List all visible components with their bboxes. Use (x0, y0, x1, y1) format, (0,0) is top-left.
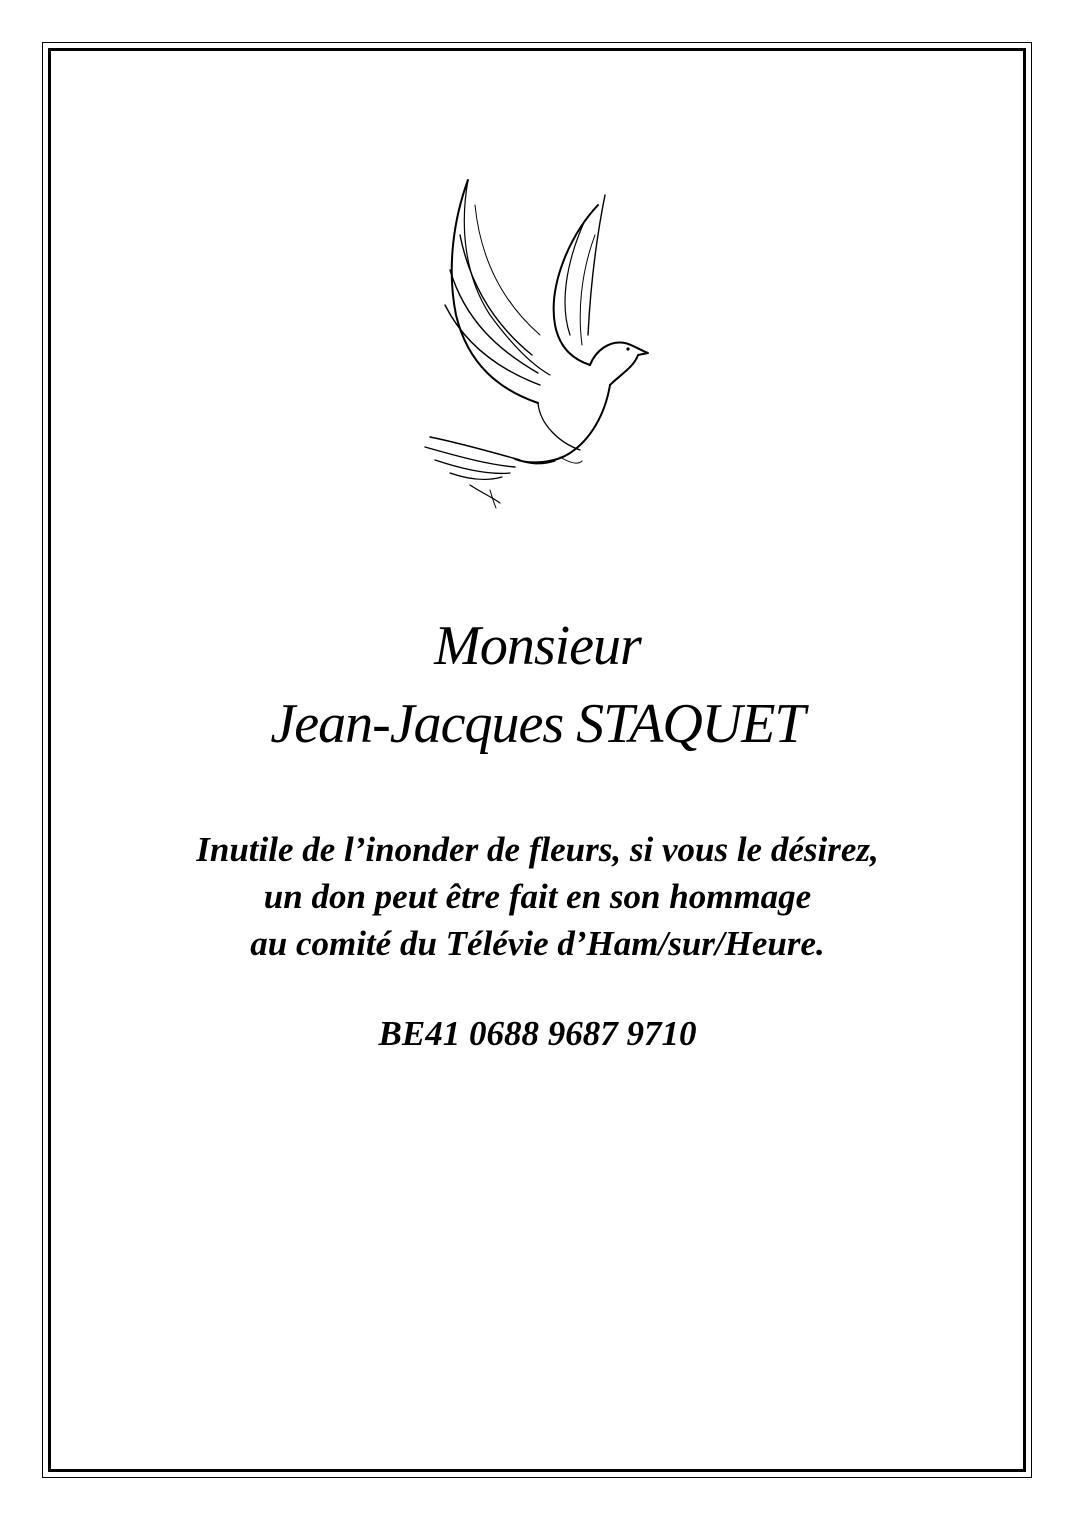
title-honorific: Monsieur (434, 615, 641, 677)
message-line-2: un don peut être fait en son hommage (263, 877, 812, 916)
title-name: Jean-Jacques STAQUET (270, 693, 805, 755)
message-line-3: au comité du Télévie d’Ham/sur/Heure. (250, 924, 825, 963)
dove-icon (420, 175, 660, 510)
iban-number: BE41 0688 9687 9710 (378, 1014, 697, 1053)
message-line-1: Inutile de l’inonder de fleurs, si vous le désirez, (196, 830, 879, 869)
